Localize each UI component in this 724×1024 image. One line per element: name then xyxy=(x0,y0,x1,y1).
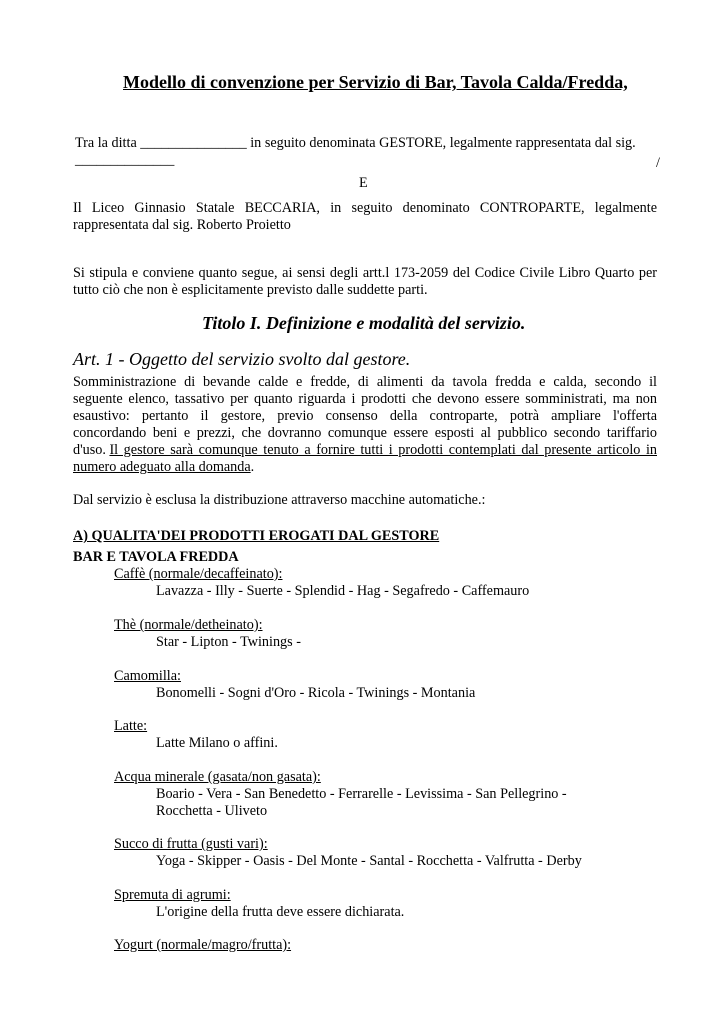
acqua-label: Acqua minerale (gasata/non gasata): xyxy=(114,769,321,785)
art1-line-5-plain: d'uso. xyxy=(73,442,110,458)
acqua-value-1: Boario - Vera - San Benedetto - Ferrarelle - Levissima - San Pellegrino - xyxy=(156,786,567,802)
acqua-value-2: Rocchetta - Uliveto xyxy=(156,803,268,819)
latte-value: Latte Milano o affini. xyxy=(156,735,278,751)
intro-ditta-line: Tra la ditta _______________ in seguito denominata GESTORE, legalmente rappresentata dal sig. xyxy=(75,135,636,151)
intro-e: E xyxy=(359,175,368,191)
caffe-value: Lavazza - Illy - Suerte - Splendid - Hag - Segafredo - Caffemauro xyxy=(156,583,530,599)
section-a-heading: A) QUALITA'DEI PRODOTTI EROGATI DAL GESTORE xyxy=(73,528,440,544)
stipula-line-2: tutto ciò che non è esplicitamente previsto dalle suddette parti. xyxy=(73,282,428,298)
bar-heading: BAR E TAVOLA FREDDA xyxy=(73,549,239,565)
the-value: Star - Lipton - Twinings - xyxy=(156,634,301,650)
esclusa-line: Dal servizio è esclusa la distribuzione attraverso macchine automatiche.: xyxy=(73,492,486,508)
spremuta-label: Spremuta di agrumi: xyxy=(114,887,231,903)
liceo-line-1: Il Liceo Ginnasio Statale BECCARIA, in seguito denominato CONTROPARTE, legalmente xyxy=(73,200,657,216)
art1-line-6-period: . xyxy=(250,459,255,475)
the-label: Thè (normale/detheinato): xyxy=(114,617,263,633)
camomilla-value: Bonomelli - Sogni d'Oro - Ricola - Twinings - Montania xyxy=(156,685,476,701)
caffe-label: Caffè (normale/decaffeinato): xyxy=(114,566,283,582)
intro-slash: / xyxy=(656,155,660,171)
succo-value: Yoga - Skipper - Oasis - Del Monte - Santal - Rocchetta - Valfrutta - Derby xyxy=(156,853,582,869)
spremuta-value: L'origine della frutta deve essere dichiarata. xyxy=(156,904,405,920)
document-title: Modello di convenzione per Servizio di Bar, Tavola Calda/Fredda, xyxy=(123,72,628,92)
art1-line-1: Somministrazione di bevande calde e fredde, di alimenti da tavola fredda e calda, secondo il xyxy=(73,374,657,390)
art1-line-6 xyxy=(73,459,254,476)
art1-line-6-underlined: numero adeguato alla domanda xyxy=(73,459,251,475)
latte-label: Latte: xyxy=(114,718,148,734)
liceo-line-2: rappresentata dal sig. Roberto Proietto xyxy=(73,217,291,233)
art1-line-5 xyxy=(73,442,657,459)
art1-line-3: esaustivo: pertanto il gestore, previo consenso della controparte, potrà ampliare l'offerta xyxy=(73,408,657,424)
art1-heading: Art. 1 - Oggetto del servizio svolto dal gestore. xyxy=(73,349,411,369)
intro-blank-line: ______________ xyxy=(75,152,175,168)
art1-line-4: concordando beni e prezzi, che dovranno comunque essere esposti al pubblico secondo tariffario xyxy=(73,425,657,441)
art1-line-5-underlined: Il gestore sarà comunque tenuto a fornire tutti i prodotti contemplati dal presente articolo in xyxy=(109,442,657,458)
stipula-line-1: Si stipula e conviene quanto segue, ai sensi degli artt.l 173-2059 del Codice Civile Libro Quarto per xyxy=(73,265,657,281)
yogurt-label: Yogurt (normale/magro/frutta): xyxy=(114,937,292,953)
camomilla-label: Camomilla: xyxy=(114,668,181,684)
succo-label: Succo di frutta (gusti vari): xyxy=(114,836,268,852)
titolo-heading: Titolo I. Definizione e modalità del servizio. xyxy=(202,313,526,333)
art1-line-2: seguente elenco, tassativo per quanto riguarda i prodotti che devono essere somministrati, ma non xyxy=(73,391,657,407)
